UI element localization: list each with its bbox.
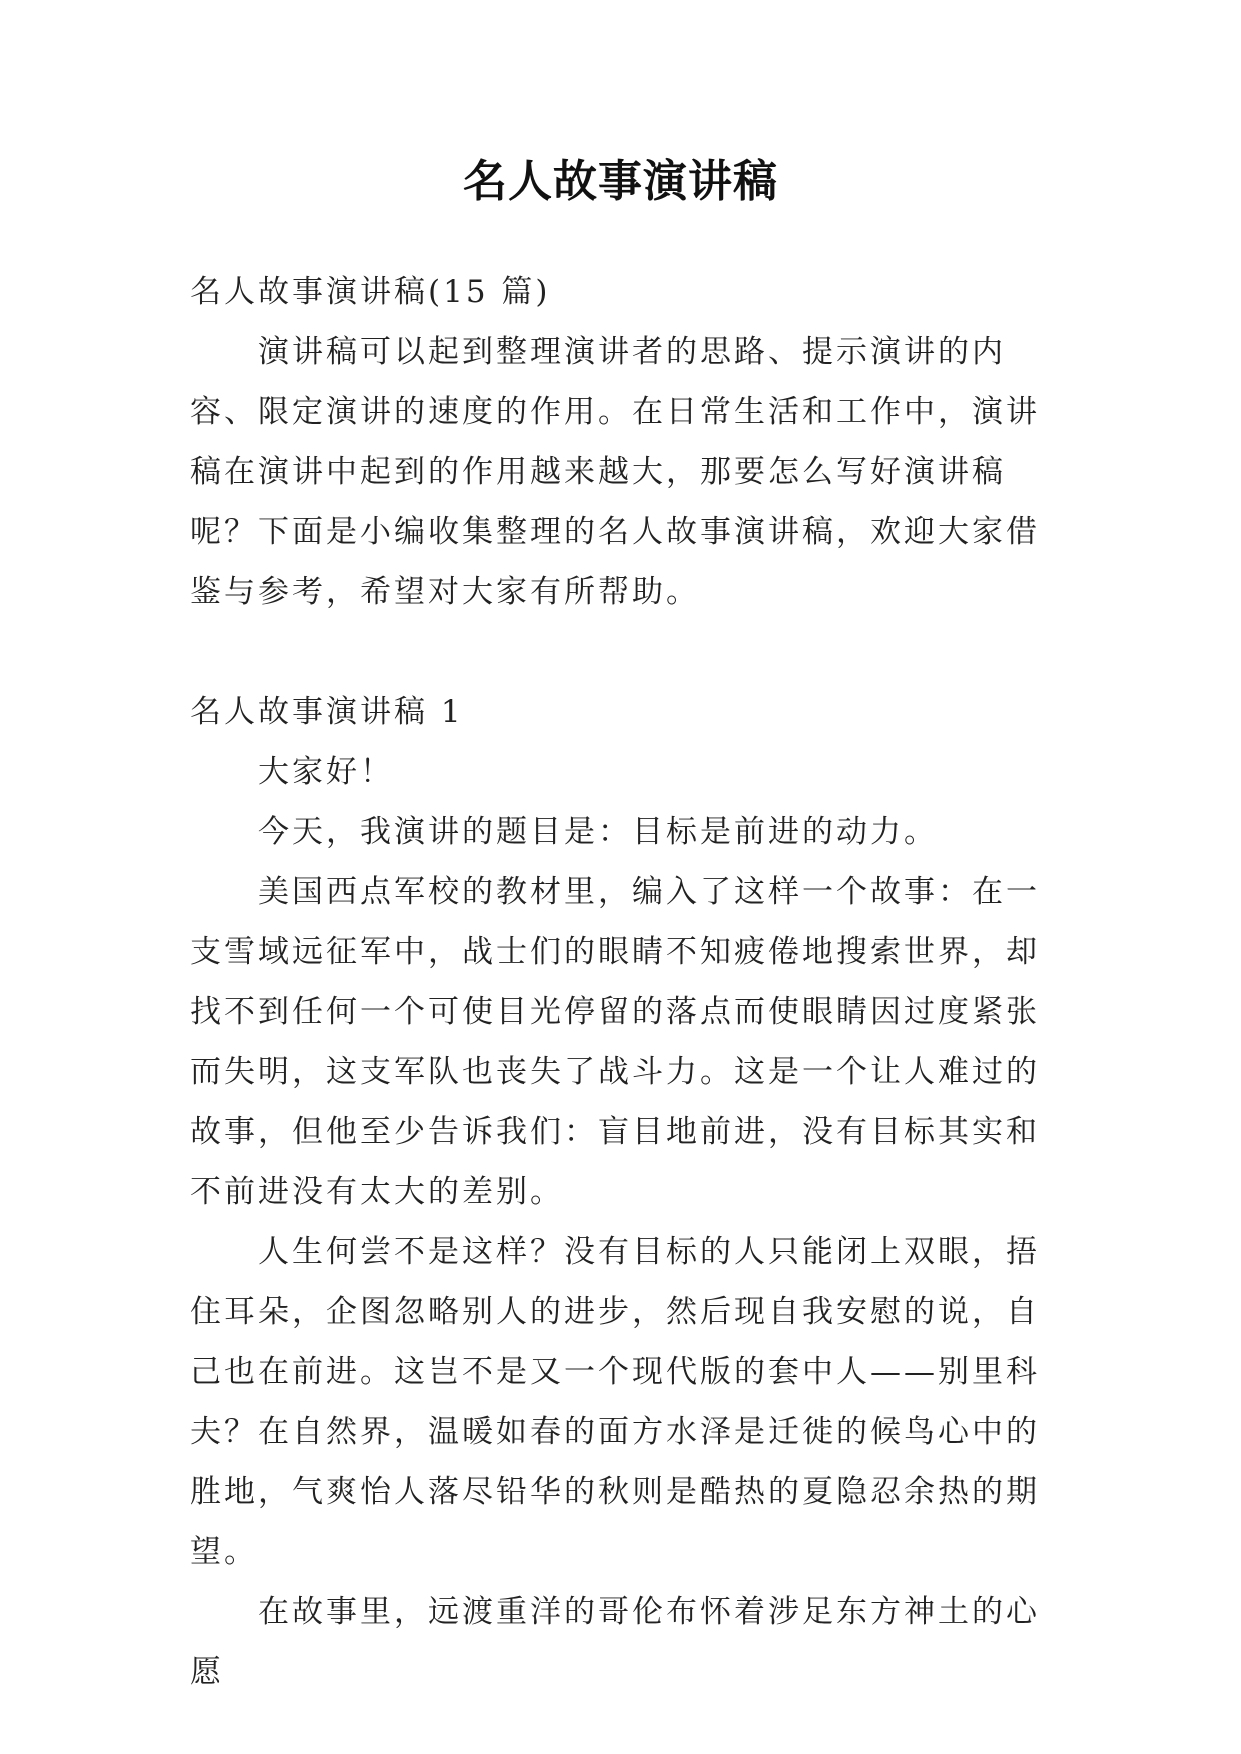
intro-paragraph: 演讲稿可以起到整理演讲者的思路、提示演讲的内容、限定演讲的速度的作用。在日常生活和工作中，演讲稿在演讲中起到的作用越来越大，那要怎么写好演讲稿呢？下面是小编收集整理的名人故事演讲稿，欢迎大家借鉴与参考，希望对大家有所帮助。 <box>190 334 1040 610</box>
topic-paragraph: 今天，我演讲的题目是：目标是前进的动力。 <box>258 814 938 850</box>
story-paragraph-2: 人生何尝不是这样？没有目标的人只能闭上双眼，捂住耳朵，企图忽略别人的进步，然后现自我安慰的说，自己也在前进。这岂不是又一个现代版的套中人——别里科夫？在自然界，温暖如春的面方水泽是迁徙的候鸟心中的胜地，气爽怡人落尽铅华的秋则是酷热的夏隐忍余热的期望。 <box>190 1234 1040 1570</box>
story-paragraph-1: 美国西点军校的教材里，编入了这样一个故事：在一支雪域远征军中，战士们的眼睛不知疲倦地搜索世界，却找不到任何一个可使目光停留的落点而使眼睛因过度紧张而失明，这支军队也丧失了战斗力。这是一个让人难过的故事，但他至少告诉我们：盲目地前进，没有目标其实和不前进没有太大的差别。 <box>190 874 1040 1210</box>
document-body <box>190 262 1090 1702</box>
greeting-paragraph: 大家好！ <box>258 754 394 790</box>
story-paragraph-3: 在故事里，远渡重洋的哥伦布怀着涉足东方神土的心愿 <box>190 1594 1040 1690</box>
section-heading: 名人故事演讲稿 1 <box>190 694 464 730</box>
document-subtitle: 名人故事演讲稿(15 篇) <box>190 274 551 310</box>
document-title: 名人故事演讲稿 <box>463 156 778 207</box>
